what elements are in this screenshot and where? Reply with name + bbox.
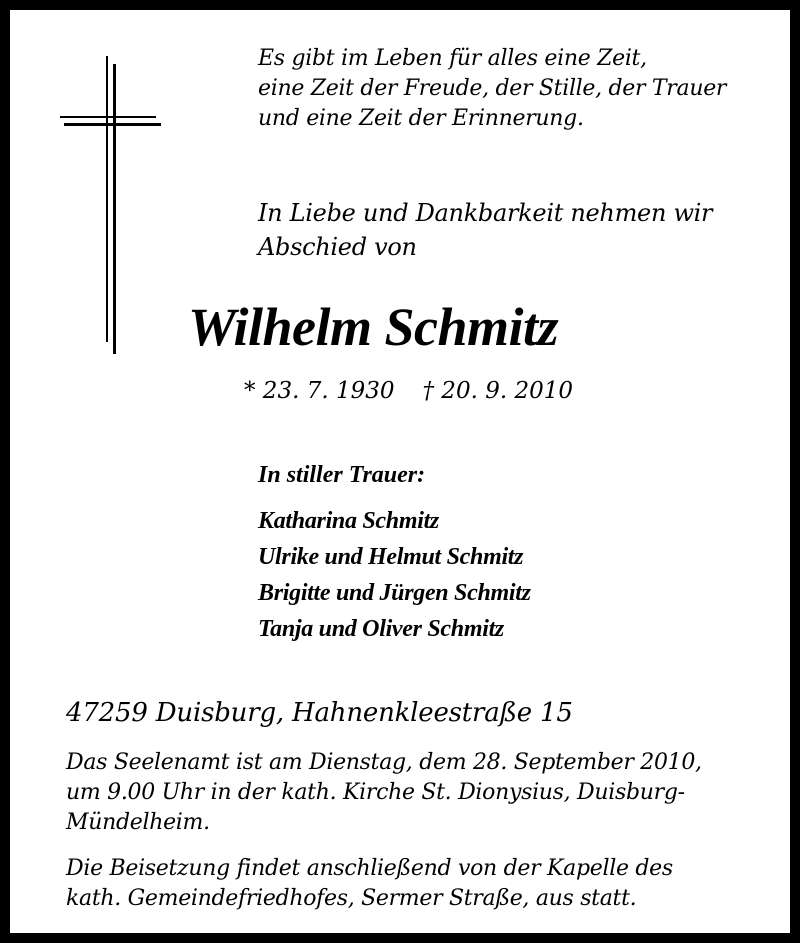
family-address: 47259 Duisburg, Hahnenkleestraße 15 [66,698,573,728]
life-dates [244,376,573,406]
burial-notice [66,854,673,914]
cross-vertical-bar-thin [106,56,108,342]
intro-line: In Liebe und Dankbarkeit nehmen wir [258,199,713,227]
burial-line: Die Beisetzung findet anschließend von der Kapelle des [66,856,673,881]
motto-line: Es gibt im Leben für alles eine Zeit, [258,46,647,71]
mourners-heading: In stiller Trauer: [258,462,426,488]
cross-horizontal-bar-thin [60,116,156,118]
birth-date: * 23. 7. 1930 [244,378,395,404]
motto-line: und eine Zeit der Erinnerung. [258,106,584,131]
cross-horizontal-bar-thick [64,123,161,126]
mourners-list [258,503,531,647]
mourner-name: Ulrike und Helmut Schmitz [258,544,524,570]
requiem-notice [66,748,702,838]
mourner-name: Tanja und Oliver Schmitz [258,616,504,642]
farewell-intro [258,196,712,264]
motto-verse [258,44,726,134]
burial-line: kath. Gemeindefriedhofes, Sermer Straße, aus statt. [66,886,637,911]
cross-vertical-bar-thick [113,64,116,354]
death-date: † 20. 9. 2010 [422,378,573,404]
service-line: um 9.00 Uhr in der kath. Kirche St. Dionysius, Duisburg- [66,780,685,805]
motto-line: eine Zeit der Freude, der Stille, der Trauer [258,76,727,101]
deceased-name: Wilhelm Schmitz [188,297,559,357]
intro-line: Abschied von [258,233,417,261]
mourner-name: Brigitte und Jürgen Schmitz [258,580,531,606]
service-line: Mündelheim. [66,810,210,835]
mourner-name: Katharina Schmitz [258,508,439,534]
service-line: Das Seelenamt ist am Dienstag, dem 28. September 2010, [66,750,702,775]
